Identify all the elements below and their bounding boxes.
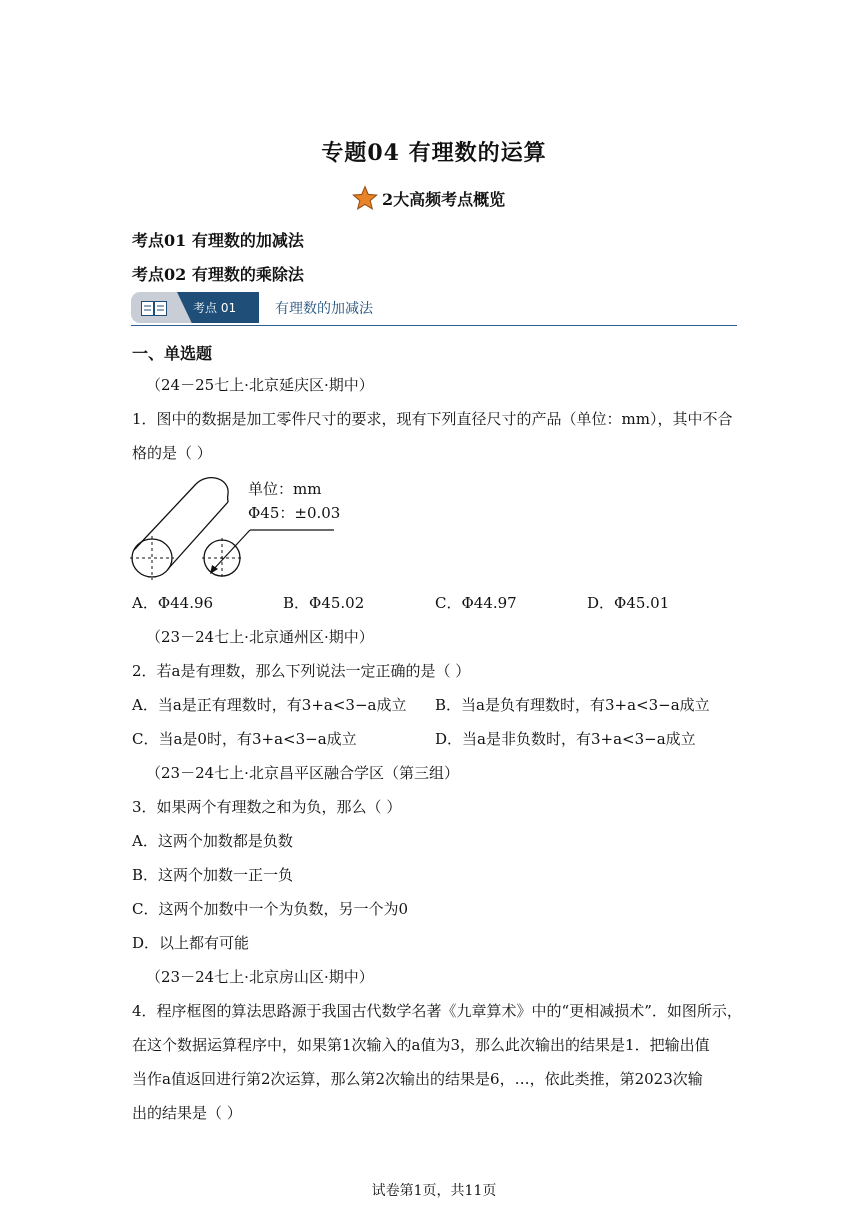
q3-option-a: A．这两个加数都是负数 (132, 832, 293, 850)
q4-line-3: 当作a值返回进行第2次运算，那么第2次输出的结果是6，…，依此类推，第2023次输 (132, 1070, 703, 1088)
q4-line-4: 出的结果是（ ） (132, 1104, 242, 1122)
q2-option-c: C．当a是0时，有3+a<3−a成立 (132, 730, 357, 748)
page-title: 专题04 有理数的运算 (321, 140, 547, 166)
q2-source: （23－24七上·北京通州区·期中） (146, 628, 374, 646)
q1-stem-line1: 1．图中的数据是加工零件尺寸的要求，现有下列直径尺寸的产品（单位：mm），其中不合 (132, 410, 733, 428)
q2-option-a: A．当a是正有理数时，有3+a<3−a成立 (132, 696, 407, 714)
q1-option-d: D．Φ45.01 (587, 594, 670, 612)
q1-source: （24－25七上·北京延庆区·期中） (146, 376, 374, 394)
page-footer: 试卷第1页，共11页 (371, 1183, 497, 1199)
q1-stem-line2: 格的是（ ） (132, 444, 212, 462)
q3-source: （23－24七上·北京昌平区融合学区（第三组） (146, 764, 459, 782)
q2-option-b: B．当a是负有理数时，有3+a<3−a成立 (435, 696, 710, 714)
q3-option-b: B．这两个加数一正一负 (132, 866, 294, 884)
kaodian-2: 考点02 有理数的乘除法 (132, 265, 304, 284)
banner-code: 考点 01 (193, 301, 237, 315)
q3-option-c: C．这两个加数中一个为负数，另一个为0 (132, 900, 409, 918)
q1-option-a: A．Φ44.96 (132, 594, 214, 612)
book-icon (141, 301, 167, 316)
q3-stem: 3．如果两个有理数之和为负，那么（ ） (132, 798, 402, 816)
banner-title: 有理数的加减法 (275, 301, 373, 317)
overview-heading (352, 185, 505, 211)
banner-underline (131, 325, 737, 326)
kaodian-1: 考点01 有理数的加减法 (132, 231, 304, 250)
overview-text: 2大高频考点概览 (382, 189, 506, 209)
q4-line-1: 4．程序框图的算法思路源于我国古代数学名著《九章算术》中的“更相减损术”．如图所示， (132, 1002, 742, 1020)
star-icon (352, 185, 378, 211)
section-banner (131, 292, 737, 326)
q4-line-2: 在这个数据运算程序中，如果第1次输入的a值为3，那么此次输出的结果是1．把输出值 (132, 1036, 710, 1054)
q2-option-d: D．当a是非负数时，有3+a<3−a成立 (435, 730, 696, 748)
section-heading: 一、单选题 (132, 344, 213, 363)
q4-source: （23－24七上·北京房山区·期中） (146, 968, 374, 986)
figure-unit-label: 单位：mm (248, 480, 322, 498)
q1-option-b: B．Φ45.02 (283, 594, 365, 612)
q1-option-c: C．Φ44.97 (435, 594, 517, 612)
figure-spec-label: Φ45：±0.03 (248, 504, 341, 522)
q2-stem: 2．若a是有理数，那么下列说法一定正确的是（ ） (132, 662, 471, 680)
q3-option-d: D．以上都有可能 (132, 934, 250, 952)
